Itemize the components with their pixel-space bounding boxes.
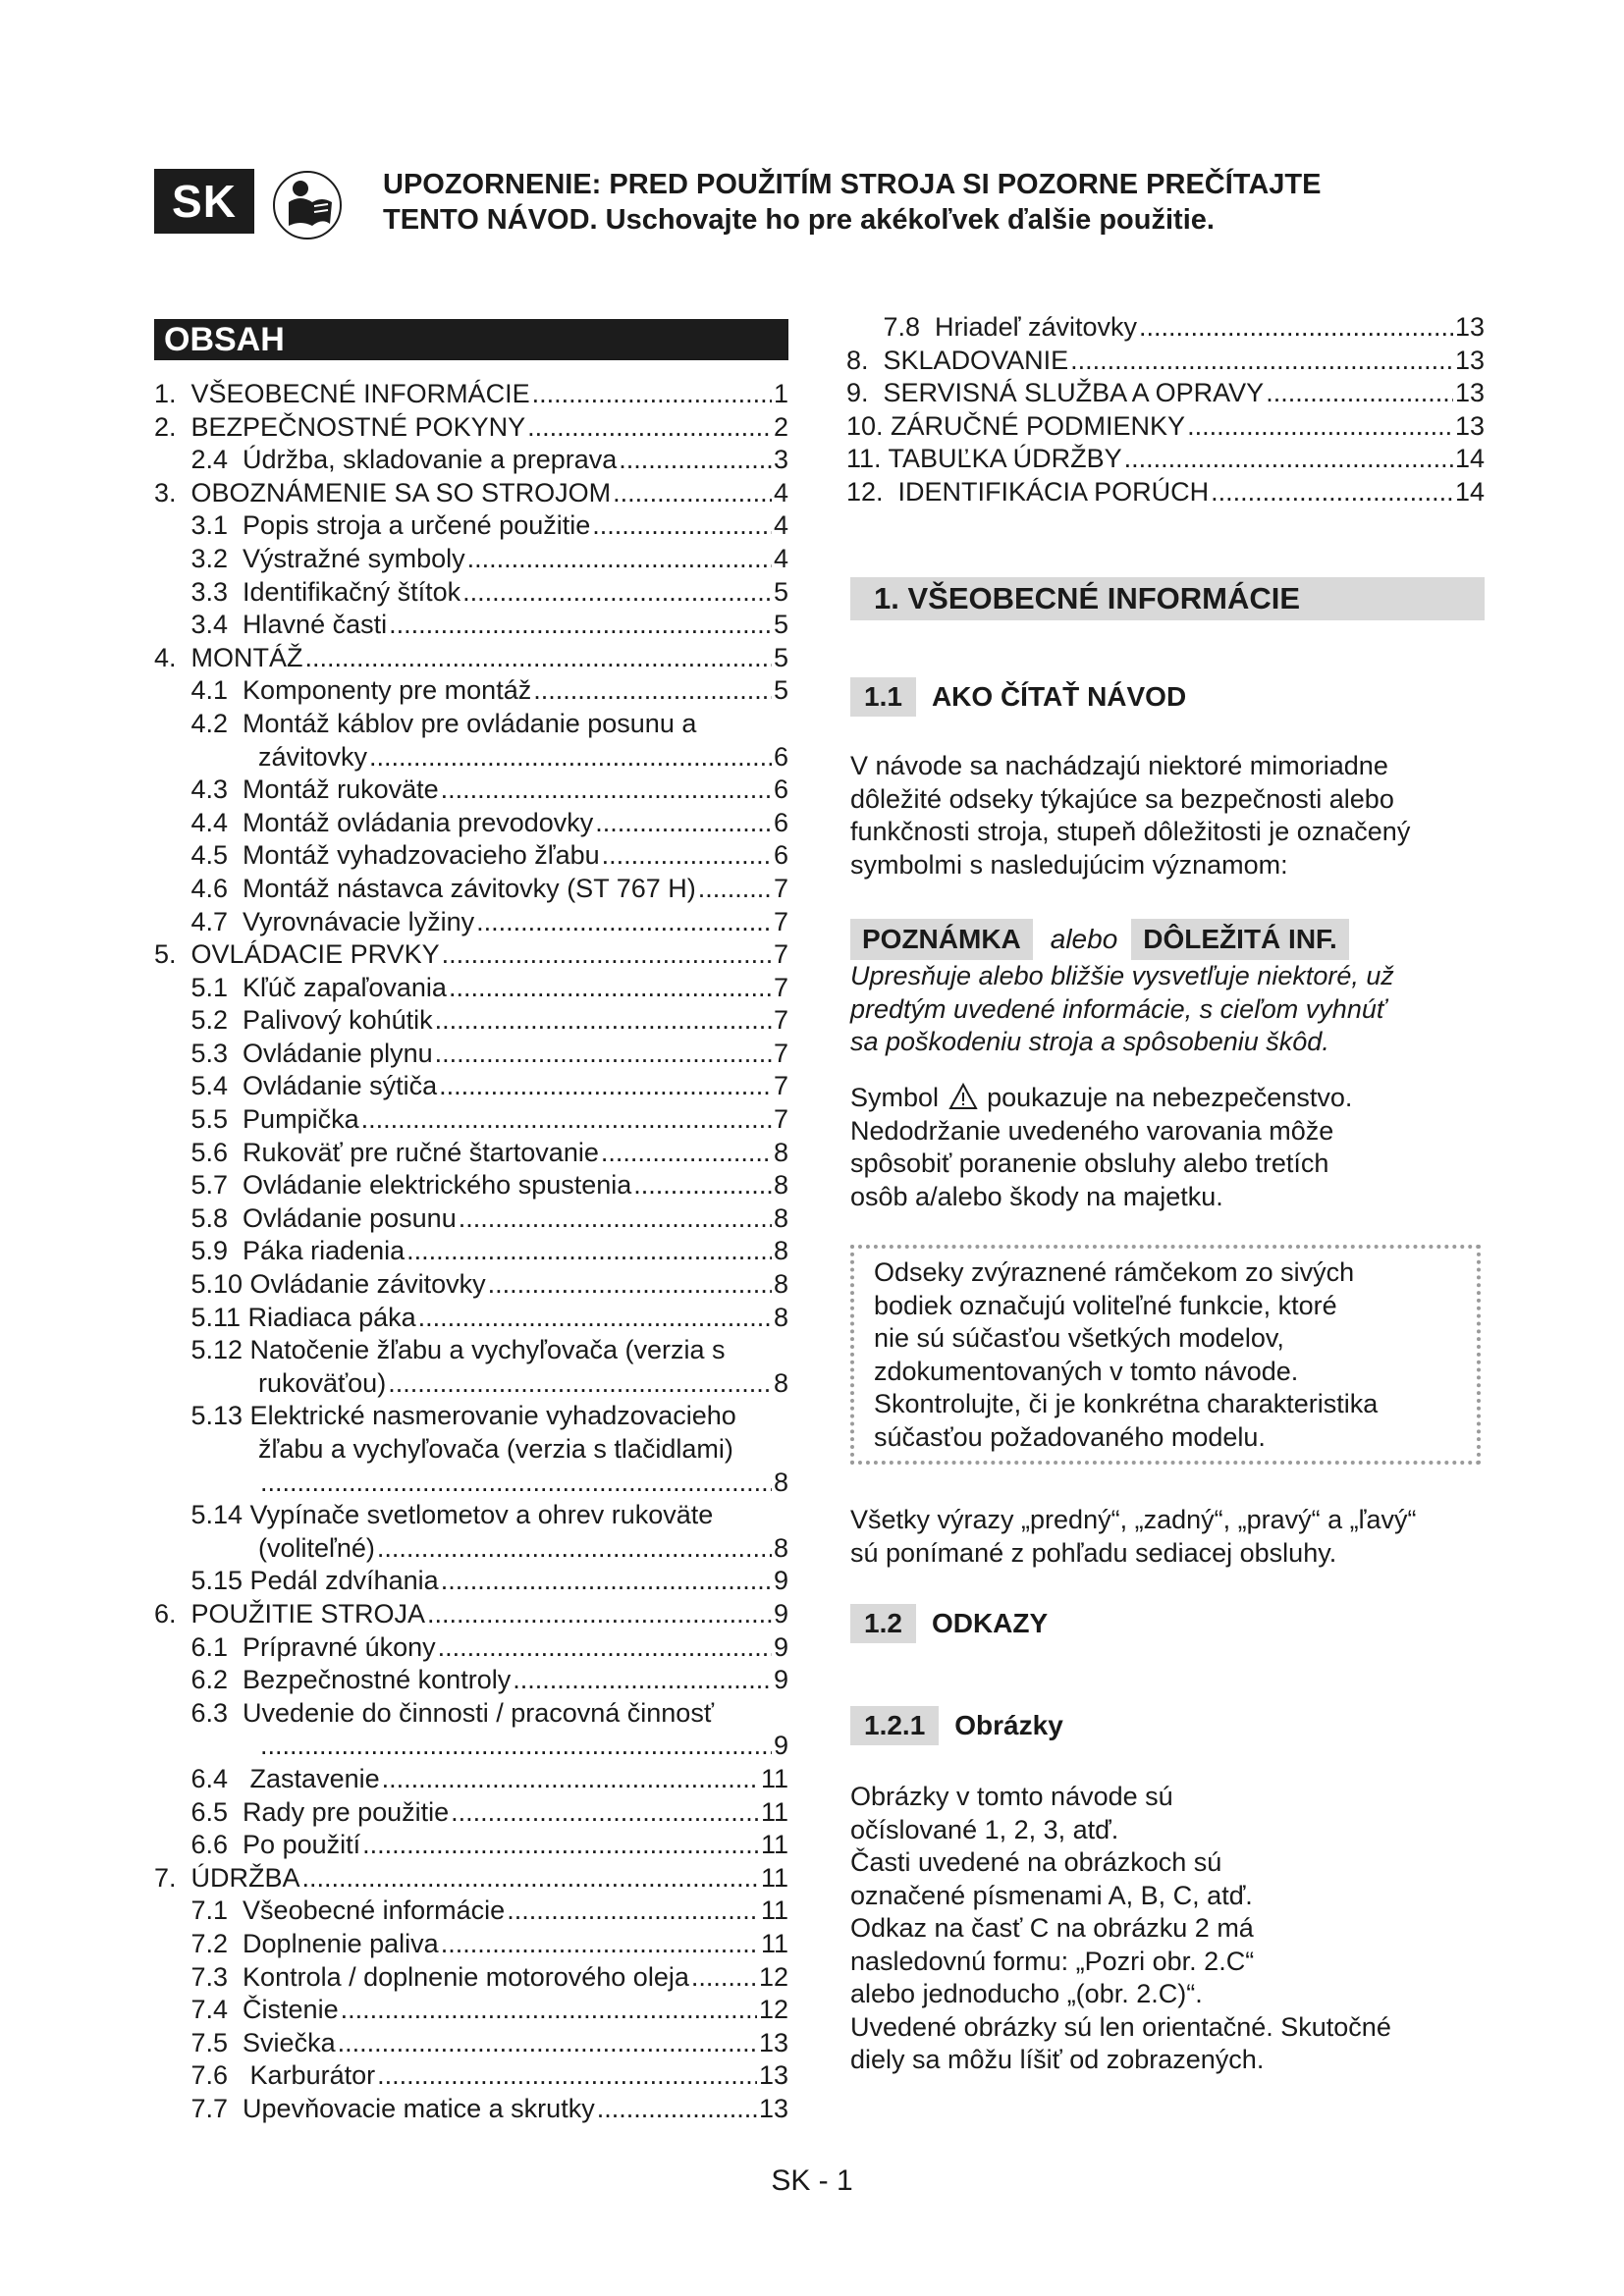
toc-leader-dots [388,1367,772,1401]
toc-entry [154,1367,788,1401]
toc-leader-dots [382,1763,759,1796]
toc-entry [154,1004,788,1038]
toc-entry-label: 6.4 Zastavenie [154,1763,380,1793]
toc-entry-page: 7 [773,873,788,903]
toc-leader-dots [527,411,772,445]
toc-entry-page: 12 [758,1961,788,1992]
toc-entry [154,444,788,477]
toc-right-column [846,311,1485,509]
toc-leader-dots [1070,345,1453,378]
toc-entry-label: 7.7 Upevňovacie matice a skrutky [154,2093,595,2123]
toc-entry [154,1829,788,1862]
toc-entry [154,1302,788,1335]
toc-leader-dots [449,972,772,1005]
toc-entry [154,1697,788,1731]
toc-leader-dots [1266,377,1453,410]
toc-entry [154,1895,788,1928]
toc-entry [154,1169,788,1202]
text-line: alebo jednoducho „(obr. 2.C)“. [850,1979,1203,2008]
toc-entry-page: 7 [773,972,788,1002]
toc-leader-dots [435,1038,772,1071]
warning-line-2: TENTO NÁVOD. Uschovajte ho pre akékoľvek ďalšie použitie. [383,204,1215,236]
toc-leader-dots [513,1664,772,1697]
toc-entry-label: 6.1 Prípravné úkony [154,1631,436,1662]
text-line: Skontrolujte, či je konkrétna charakteristika [874,1389,1379,1418]
text-line: nasledovnú formu: „Pozri obr. 2.C“ [850,1946,1255,1976]
toc-entry-label: 7.5 Sviečka [154,2027,336,2057]
language-badge: SK [154,169,254,234]
figures-paragraph [850,1781,1489,2077]
toc-entry-page: 7 [773,906,788,936]
toc-leader-dots [260,1730,772,1763]
text-line: funkčnosti stroja, stupeň dôležitosti je označený [850,817,1411,846]
toc-leader-dots [633,1169,772,1202]
toc-leader-dots [260,1467,772,1500]
toc-entry-label: 3. OBOZNÁMENIE SA SO STROJOM [154,477,612,507]
toc-entry-label: 4. MONTÁŽ [154,642,303,672]
toc-entry [154,378,788,411]
toc-entry-label: 5.15 Pedál zdvíhania [154,1566,439,1596]
symbol-post-text: poukazuje na nebezpečenstvo. [987,1083,1353,1112]
toc-entry-page: 3 [773,445,788,475]
toc-entry [154,839,788,873]
toc-entry [846,443,1485,476]
toc-leader-dots [1124,443,1453,476]
text-line: Časti uvedené na obrázkoch sú [850,1847,1222,1877]
toc-entry-label: 6. POUŽITIE STROJA [154,1598,426,1629]
toc-title: OBSAH [154,319,788,360]
text-line: Odkaz na časť C na obrázku 2 má [850,1913,1254,1943]
toc-entry-page: 8 [773,1532,788,1563]
toc-leader-dots [302,1862,759,1896]
toc-entry-page: 9 [773,1566,788,1596]
toc-entry [154,1235,788,1268]
text-line: označené písmenami A, B, C, atď. [850,1880,1253,1910]
note-tags [850,919,1349,960]
text-line: sú ponímané z pohľadu sediacej obsluhy. [850,1537,1337,1568]
text-line: očíslované 1, 2, 3, atď. [850,1814,1119,1844]
toc-entry-page: 8 [773,1302,788,1332]
optional-feature-box [850,1245,1481,1465]
toc-entry [154,1664,788,1697]
toc-entry-label: 5.7 Ovládanie elektrického spustenia [154,1170,632,1201]
toc-leader-dots [438,1631,772,1665]
toc-entry [154,2059,788,2093]
toc-entry-label: 2.4 Údržba, skladovanie a preprava [154,445,618,475]
toc-entry-label: 9. SERVISNÁ SLUŽBA A OPRAVY [846,378,1265,408]
toc-entry-page: 5 [773,675,788,706]
subsection-1-1-heading [850,677,1186,717]
toc-entry-label: 2. BEZPEČNOSTNÉ POKYNY [154,411,526,442]
toc-leader-dots [592,509,772,543]
toc-entry [154,1532,788,1566]
toc-entry-page: 11 [760,1763,788,1793]
toc-leader-dots [338,2027,757,2060]
subsection-number: 1.2 [850,1604,916,1643]
toc-entry-label: závitovky [258,741,368,772]
text-line: diely sa môžu líšiť od zobrazených. [850,2045,1265,2074]
toc-entry-label: 5. OVLÁDACIE PRVKY [154,939,440,970]
toc-entry [846,377,1485,410]
toc-entry-label: 5.9 Páka riadenia [154,1236,406,1266]
toc-entry-page: 13 [1454,378,1485,408]
toc-entry-page: 1 [773,379,788,408]
toc-entry-page: 11 [760,1928,788,1958]
toc-entry [154,1862,788,1896]
subsection-title: ODKAZY [931,1608,1049,1638]
toc-entry [154,1796,788,1830]
toc-entry-label: 12. IDENTIFIKÁCIA PORÚCH [846,476,1210,507]
toc-entry-label: 7.1 Všeobecné informácie [154,1896,506,1926]
toc-leader-dots [451,1796,759,1830]
toc-leader-dots [597,2093,757,2126]
toc-entry-label: 7.4 Čistenie [154,1995,339,2025]
read-manual-icon [271,169,344,241]
toc-leader-dots [698,873,772,906]
toc-leader-dots [435,1004,772,1038]
toc-entry [154,1928,788,1961]
subsection-1-2-1-heading [850,1706,1063,1745]
toc-entry-label: (voliteľné) [258,1532,375,1563]
subsection-title: AKO ČÍTAŤ NÁVOD [931,681,1187,712]
subsection-number: 1.2.1 [850,1706,939,1745]
toc-entry-page: 7 [773,1104,788,1135]
toc-entry [154,1103,788,1137]
toc-entry-label: 7. ÚDRŽBA [154,1862,300,1893]
toc-entry [154,1070,788,1103]
text-line: symbolmi s nasledujúcim významom: [850,849,1288,880]
toc-entry [846,311,1485,345]
symbol-pre-text: Symbol [850,1083,940,1112]
toc-entry-page: 14 [1454,476,1485,507]
toc-entry [154,1598,788,1631]
toc-entry [154,1763,788,1796]
text-line: osôb a/alebo škody na majetku. [850,1181,1223,1211]
toc-entry [154,1631,788,1665]
page-number: SK - 1 [771,2164,853,2197]
toc-entry-page: 5 [773,642,788,672]
toc-entry [154,708,788,741]
toc-leader-dots [406,1235,772,1268]
toc-entry-label: 5.5 Pumpička [154,1104,359,1135]
toc-entry-label: 4.6 Montáž nástavca závitovky (ST 767 H) [154,873,696,903]
toc-entry [154,543,788,576]
toc-entry [154,1137,788,1170]
toc-entry [154,1961,788,1995]
toc-leader-dots [462,576,772,610]
toc-leader-dots [613,477,772,510]
toc-entry-page: 4 [773,510,788,541]
toc-entry-page: 9 [773,1598,788,1629]
toc-entry [154,972,788,1005]
toc-leader-dots [532,378,772,411]
toc-leader-dots [369,741,772,774]
toc-leader-dots [418,1302,772,1335]
toc-entry [154,1038,788,1071]
toc-entry [154,1467,788,1500]
toc-leader-dots [507,1895,759,1928]
toc-entry-label: 6.6 Po použití [154,1830,361,1860]
text-line: Nedodržanie uvedeného varovania môže [850,1115,1334,1146]
toc-entry-label: 7.6 Karburátor [154,2060,376,2091]
toc-leader-dots [441,774,772,807]
toc-entry [154,576,788,610]
toc-leader-dots [1139,311,1453,345]
toc-entry-page: 6 [773,807,788,837]
toc-entry-page: 13 [758,2027,788,2057]
toc-entry-label: 6.2 Bezpečnostné kontroly [154,1665,512,1695]
toc-entry-page: 11 [760,1796,788,1827]
toc-leader-dots [377,1532,772,1566]
toc-entry-page: 9 [773,1731,788,1761]
toc-entry-page: 12 [758,1995,788,2025]
note-or: alebo [1050,924,1118,954]
toc-entry [154,1994,788,2027]
toc-entry-page: 11 [760,1896,788,1926]
toc-entry-label: 5.10 Ovládanie závitovky [154,1269,486,1300]
toc-entry-label: 3.3 Identifikačný štítok [154,576,461,607]
toc-entry-page: 8 [773,1236,788,1266]
important-tag: DÔLEŽITÁ INF. [1131,919,1349,960]
toc-entry-page: 13 [758,2060,788,2091]
toc-entry-page: 13 [1454,410,1485,441]
toc-entry-page: 11 [760,1862,788,1893]
toc-entry-page: 4 [773,543,788,573]
toc-entry-label: 4.2 Montáž káblov pre ovládanie posunu a [154,708,697,738]
subsection-title: Obrázky [954,1710,1063,1740]
toc-entry-page: 13 [1454,312,1485,342]
toc-entry [154,2093,788,2126]
toc-entry-page: 2 [773,411,788,442]
toc-entry-label: 5.3 Ovládanie plynu [154,1038,433,1068]
text-line: súčasťou požadovaného modelu. [874,1421,1266,1452]
toc-leader-dots [441,1928,759,1961]
toc-entry [154,774,788,807]
toc-leader-dots [389,609,772,642]
toc-entry [154,411,788,445]
text-line: bodiek označujú voliteľné funkcie, ktoré [874,1290,1337,1320]
toc-leader-dots [488,1268,772,1302]
toc-entry-page: 9 [773,1631,788,1662]
text-line: zdokumentovaných v tomto návode. [874,1356,1299,1386]
toc-entry [154,906,788,939]
toc-entry [154,1268,788,1302]
toc-entry-label: 3.2 Výstražné symboly [154,543,465,573]
text-line: spôsobiť poranenie obsluhy alebo tretích [850,1148,1329,1178]
toc-entry-page: 11 [760,1830,788,1860]
toc-entry-page: 7 [773,1038,788,1068]
toc-leader-dots [1211,476,1453,509]
toc-leader-dots [442,938,772,972]
section-1-heading: 1. VŠEOBECNÉ INFORMÁCIE [850,577,1485,620]
toc-entry [154,1334,788,1367]
toc-entry-label: 5.14 Vypínače svetlometov a ohrev rukoväte [154,1500,714,1530]
toc-leader-dots [305,642,772,675]
toc-entry [846,410,1485,444]
toc-entry-label: 4.4 Montáž ovládania prevodovky [154,807,594,837]
toc-entry [154,674,788,708]
toc-entry [154,642,788,675]
toc-entry [154,509,788,543]
text-line: Obrázky v tomto návode sú [850,1782,1173,1811]
toc-entry-label: 8. SKLADOVANIE [846,345,1069,375]
subsection-1-2-heading [850,1604,1048,1643]
toc-entry [154,873,788,906]
toc-entry-page: 8 [773,1202,788,1233]
toc-entry-page: 14 [1454,444,1485,474]
toc-leader-dots [441,1565,772,1598]
toc-entry [154,1730,788,1763]
warning-header [383,167,1463,238]
toc-entry-label: 5.1 Kľúč zapaľovania [154,972,447,1002]
toc-entry-label: 4.5 Montáž vyhadzovacieho žľabu [154,840,600,871]
toc-entry-label: 6.5 Rady pre použitie [154,1796,450,1827]
symbol-paragraph [850,1082,1489,1213]
toc-leader-dots [467,543,772,576]
toc-entry [154,807,788,840]
toc-entry-page: 6 [773,840,788,871]
toc-entry-label: 4.7 Vyrovnávacie lyžiny [154,906,475,936]
text-line: Uvedené obrázky sú len orientačné. Skutočné [850,2011,1391,2042]
toc-leader-dots [533,674,772,708]
toc-entry-label: 5.11 Riadiaca páka [154,1302,416,1332]
toc-leader-dots [601,1137,772,1170]
toc-entry-label: 7.2 Doplnenie paliva [154,1928,439,1958]
toc-entry [154,1565,788,1598]
toc-left-column [154,378,788,2125]
toc-entry-label: 6.3 Uvedenie do činnosti / pracovná činnosť [154,1697,714,1728]
toc-entry-page: 7 [773,939,788,970]
toc-leader-dots [362,1829,759,1862]
toc-entry-page: 13 [758,2093,788,2123]
note-tag: POZNÁMKA [850,919,1033,960]
toc-entry-page: 7 [773,1071,788,1101]
toc-entry-label: 11. TABUĽKA ÚDRŽBY [846,444,1122,474]
toc-entry [154,1202,788,1236]
toc-entry-page: 6 [773,774,788,805]
directions-paragraph [850,1504,1489,1570]
toc-entry [846,345,1485,378]
toc-entry-page: 5 [773,576,788,607]
toc-leader-dots [691,1961,757,1995]
text-line: Odseky zvýraznené rámčekom zo sivých [874,1257,1355,1287]
text-line: dôležité odseky týkajúce sa bezpečnosti alebo [850,783,1394,814]
toc-leader-dots [1187,410,1453,444]
toc-entry-page: 7 [773,1005,788,1036]
toc-leader-dots [427,1598,772,1631]
toc-entry-label: 7.3 Kontrola / doplnenie motorového oleja [154,1961,689,1992]
toc-entry-page: 8 [773,1170,788,1201]
toc-entry-page: 6 [773,741,788,772]
toc-entry-page: 8 [773,1137,788,1167]
toc-leader-dots [595,807,772,840]
text-line: sa poškodeniu stroja a spôsobeniu škôd. [850,1027,1329,1056]
toc-leader-dots [439,1070,772,1103]
toc-entry-label: 3.1 Popis stroja a určené použitie [154,510,591,541]
intro-paragraph [850,750,1489,881]
toc-entry [154,2027,788,2060]
toc-entry-label: 4.1 Komponenty pre montáž [154,675,532,706]
warning-triangle-icon [948,1083,978,1110]
toc-entry-label: 10. ZÁRUČNÉ PODMIENKY [846,410,1186,441]
toc-entry-page: 8 [773,1467,788,1497]
toc-entry-page: 4 [773,477,788,507]
toc-leader-dots [377,2059,757,2093]
toc-entry [154,1499,788,1532]
toc-entry-label: 5.13 Elektrické nasmerovanie vyhadzovacieho [154,1401,736,1431]
toc-leader-dots [476,906,772,939]
toc-entry [154,477,788,510]
toc-entry-label: žľabu a vychyľovača (verzia s tlačidlami) [258,1434,733,1464]
toc-entry-label: 5.4 Ovládanie sýtiča [154,1071,438,1101]
toc-entry-label: 5.12 Natočenie žľabu a vychyľovača (verzia s [154,1335,726,1365]
toc-entry [154,1400,788,1433]
toc-entry-label: 7.8 Hriadeľ závitovky [846,312,1137,342]
toc-entry-label: rukoväťou) [258,1367,387,1398]
toc-entry [154,1433,788,1467]
toc-entry-label: 5.8 Ovládanie posunu [154,1202,457,1233]
toc-entry-label: 4.3 Montáž rukoväte [154,774,439,805]
text-line [850,1082,1489,1115]
toc-entry [154,609,788,642]
toc-entry-page: 13 [1454,345,1485,375]
toc-entry-page: 8 [773,1367,788,1398]
toc-entry [154,938,788,972]
toc-entry-page: 8 [773,1269,788,1300]
toc-entry-page: 9 [773,1665,788,1695]
note-paragraph [850,960,1489,1059]
toc-leader-dots [459,1202,772,1236]
text-line: Všetky výrazy „predný“, „zadný“, „pravý“ a „ľavý“ [850,1505,1417,1534]
toc-entry-label: 1. VŠEOBECNÉ INFORMÁCIE [154,379,530,408]
toc-entry [154,741,788,774]
warning-line-1: UPOZORNENIE: PRED POUŽITÍM STROJA SI POZORNE PREČÍTAJTE [383,169,1322,200]
text-line: V návode sa nachádzajú niektoré mimoriadne [850,751,1388,780]
toc-leader-dots [602,839,772,873]
toc-entry-label: 3.4 Hlavné časti [154,610,388,640]
toc-entry-label: 5.2 Palivový kohútik [154,1005,433,1036]
text-line: Upresňuje alebo bližšie vysvetľuje niektoré, už [850,961,1394,990]
toc-entry-page: 5 [773,610,788,640]
toc-leader-dots [619,444,772,477]
toc-entry-label: 5.6 Rukoväť pre ručné štartovanie [154,1137,599,1167]
toc-entry [846,476,1485,509]
toc-leader-dots [341,1994,757,2027]
text-line: nie sú súčasťou všetkých modelov, [874,1323,1284,1353]
toc-leader-dots [361,1103,772,1137]
text-line: predtým uvedené informácie, s cieľom vyhnúť [850,993,1386,1024]
subsection-number: 1.1 [850,677,916,717]
